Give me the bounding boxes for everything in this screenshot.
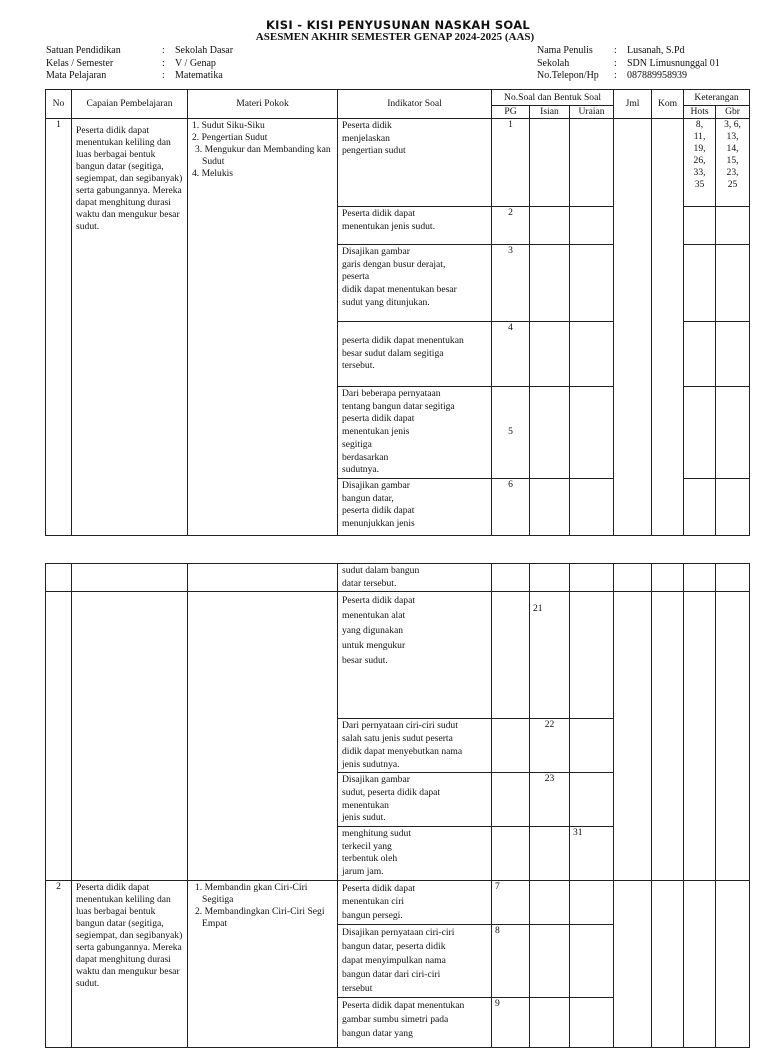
indikator-soal: Peserta didik dapat menentukan alat yang digunakan untuk mengukur besar sudut. [338, 592, 492, 719]
meta-row [46, 70, 233, 83]
gbr-cell [716, 387, 750, 479]
capaian-pembelajaran: Peserta didik dapat menentukan keliling dan luas berbagai bentuk bangun datar (segitiga, segiempat, dan segibanyak) serta gabungannya. Mereka dapat menghitung durasi waktu dan mengukur besar sudut. [72, 880, 188, 1047]
pg-cell [492, 827, 530, 881]
uraian-cell [570, 119, 614, 207]
meta-colon: : [162, 45, 165, 56]
pg-cell [492, 719, 530, 773]
kom-cell [652, 119, 684, 536]
header-uraian: Uraian [570, 106, 614, 119]
meta-row [46, 58, 233, 71]
empty-cell [188, 564, 338, 592]
uraian-cell [570, 719, 614, 773]
meta-label: Nama Penulis [537, 45, 593, 56]
isian-cell [530, 387, 570, 479]
empty-cell [72, 592, 188, 880]
meta-value: SDN Limusnunggal 01 [627, 57, 720, 69]
indikator-soal: Peserta didik dapat menentukan ciri bangun persegi. [338, 880, 492, 924]
hots-cell [684, 207, 716, 245]
header-jml: Jml [614, 90, 652, 119]
isian-number: 22 [530, 719, 570, 773]
jml-cell [614, 880, 652, 1047]
meta-label: No.Telepon/Hp [537, 70, 599, 81]
uraian-cell [570, 387, 614, 479]
indikator-soal: Disajikan pernyataan ciri-ciri bangun datar, peserta didik dapat menyimpulkan nama bangun datar dari ciri-ciri tersebut [338, 924, 492, 997]
meta-value: Matematika [175, 70, 223, 81]
meta-colon: : [614, 57, 617, 69]
pg-number: 7 [492, 880, 530, 924]
uraian-cell [570, 773, 614, 827]
meta-label: Mata Pelajaran [46, 70, 107, 81]
uraian-cell [570, 592, 614, 719]
header-row [46, 90, 750, 106]
uraian-cell [570, 564, 614, 592]
meta-right [537, 45, 720, 83]
pg-number: 6 [492, 478, 530, 535]
meta-label: Kelas / Semester [46, 57, 114, 69]
meta-row [537, 58, 720, 71]
empty-cell [46, 564, 72, 592]
isian-number: 21 [530, 592, 570, 719]
indikator-soal: Disajikan gambar sudut, peserta didik dapat menentukan jenis sudut. [338, 773, 492, 827]
gbr-cell [716, 478, 750, 535]
header-isian: Isian [530, 106, 570, 119]
materi-item: 2. Pengertian Sudut [192, 132, 268, 143]
table-row [46, 564, 750, 592]
header-kom: Kom [652, 90, 684, 119]
gbr-cell [716, 592, 750, 880]
kom-cell [652, 880, 684, 1047]
materi-item: 4. Melukis [192, 168, 234, 179]
pg-number: 4 [492, 322, 530, 387]
materi-item: 2. Membandingkan Ciri-Ciri Segi Empat [195, 905, 325, 929]
empty-cell [188, 592, 338, 880]
indikator-soal: Peserta didik dapat menentukan jenis sudut. [338, 207, 492, 245]
materi-pokok [188, 119, 338, 536]
header-hots: Hots [684, 106, 716, 119]
meta-left [46, 45, 233, 83]
uraian-cell [570, 322, 614, 387]
kom-cell [652, 564, 684, 592]
materi-item: 3. Mengukur dan Membanding kan Sudut [195, 144, 331, 167]
indikator-soal: Peserta didik menjelaskan pengertian sudut [338, 119, 492, 207]
meta-row [46, 45, 233, 58]
header-gbr: Gbr [716, 106, 750, 119]
indikator-soal: Dari beberapa pernyataan tentang bangun datar segitiga peserta didik dapat menentukan jenis segitiga berdasarkan sudutnya. [338, 387, 492, 479]
materi-pokok [188, 880, 338, 1047]
pg-number: 9 [492, 997, 530, 1047]
isian-cell [530, 564, 570, 592]
isian-cell [530, 207, 570, 245]
pg-cell [492, 564, 530, 592]
document-subtitle: ASESMEN AKHIR SEMESTER GENAP 2024-2025 (AAS) [255, 31, 535, 43]
hots-cell [684, 880, 716, 1047]
pg-cell [492, 773, 530, 827]
empty-cell [46, 592, 72, 880]
hots-list: 8, 11, 19, 26, 33, 35 [684, 119, 716, 207]
header-pg: PG [492, 106, 530, 119]
hots-cell [684, 478, 716, 535]
isian-cell [530, 924, 570, 997]
gbr-cell [716, 245, 750, 322]
header-cp: Capaian Pembelajaran [72, 90, 188, 119]
pg-number: 1 [492, 119, 530, 207]
jml-cell [614, 592, 652, 880]
isian-cell [530, 245, 570, 322]
gbr-cell [716, 564, 750, 592]
isian-cell [530, 478, 570, 535]
kisi-table-page1 [45, 89, 750, 536]
meta-colon: : [162, 57, 165, 69]
meta-label: Sekolah [537, 57, 570, 69]
isian-cell [530, 322, 570, 387]
hots-cell [684, 322, 716, 387]
table-row [46, 880, 750, 924]
uraian-cell [570, 924, 614, 997]
indikator-soal: Dari pernyataan ciri-ciri sudut salah satu jenis sudut peserta didik dapat menyebutkan nama jenis sudutnya. [338, 719, 492, 773]
header-ket: Keterangan [684, 90, 750, 106]
pg-number: 5 [492, 387, 530, 479]
hots-cell [684, 564, 716, 592]
meta-colon: : [162, 70, 165, 81]
header-materi: Materi Pokok [188, 90, 338, 119]
gbr-cell [716, 207, 750, 245]
isian-cell [530, 880, 570, 924]
uraian-cell [570, 478, 614, 535]
gbr-cell [716, 880, 750, 1047]
gbr-list: 3, 6, 13, 14, 15, 23, 25 [716, 119, 750, 207]
meta-colon: : [614, 45, 617, 56]
indikator-soal: sudut dalam bangun datar tersebut. [338, 564, 492, 592]
header-nosoal: No.Soal dan Bentuk Soal [492, 90, 614, 106]
meta-row [537, 45, 720, 58]
hots-cell [684, 387, 716, 479]
kisi-table-page2 [45, 563, 750, 1048]
row-number: 2 [46, 880, 72, 1047]
jml-cell [614, 564, 652, 592]
indikator-soal: Disajikan gambar bangun datar, peserta didik dapat menunjukkan jenis [338, 478, 492, 535]
jml-cell [614, 119, 652, 536]
materi-item: 1. Membandin gkan Ciri-Ciri Segitiga [195, 881, 308, 905]
indikator-soal: peserta didik dapat menentukan besar sudut dalam segitiga tersebut. [338, 322, 492, 387]
pg-number: 8 [492, 924, 530, 997]
materi-item: 1. Sudut Siku-Siku [192, 120, 265, 131]
isian-cell [530, 119, 570, 207]
meta-colon: : [614, 70, 617, 81]
isian-number: 23 [530, 773, 570, 827]
meta-value: Lusanah, S.Pd [627, 45, 685, 56]
hots-cell [684, 245, 716, 322]
isian-cell [530, 827, 570, 881]
document-title: KISI - KISI PENYUSUNAN NASKAH SOAL [265, 18, 531, 32]
uraian-cell [570, 245, 614, 322]
uraian-cell [570, 880, 614, 924]
empty-cell [72, 564, 188, 592]
pg-number: 2 [492, 207, 530, 245]
table-row [46, 592, 750, 719]
gbr-cell [716, 322, 750, 387]
uraian-number: 31 [570, 827, 614, 881]
isian-cell [530, 997, 570, 1047]
meta-value: Sekolah Dasar [175, 45, 234, 56]
header-no: No [46, 90, 72, 119]
meta-value: V / Genap [175, 57, 216, 69]
meta-value: 087889958939 [627, 70, 687, 81]
indikator-soal: Disajikan gambar garis dengan busur derajat, peserta didik dapat menentukan besar sudut yang ditunjukan. [338, 245, 492, 322]
row-number: 1 [46, 119, 72, 536]
header-indikator: Indikator Soal [338, 90, 492, 119]
pg-number: 3 [492, 245, 530, 322]
hots-cell [684, 592, 716, 880]
meta-row [537, 70, 720, 83]
table-row [46, 119, 750, 207]
meta-label: Satuan Pendidikan [46, 45, 121, 56]
pg-cell [492, 592, 530, 719]
uraian-cell [570, 997, 614, 1047]
indikator-soal: Peserta didik dapat menentukan gambar sumbu simetri pada bangun datar yang [338, 997, 492, 1047]
indikator-soal: menghitung sudut terkecil yang terbentuk oleh jarum jam. [338, 827, 492, 881]
capaian-pembelajaran: Peserta didik dapat menentukan keliling dan luas berbagai bentuk bangun datar (segitiga, segiempat, dan segibanyak) serta gabungannya. Mereka dapat menghitung durasi waktu dan mengukur besar sudut. [72, 119, 188, 536]
kom-cell [652, 592, 684, 880]
uraian-cell [570, 207, 614, 245]
